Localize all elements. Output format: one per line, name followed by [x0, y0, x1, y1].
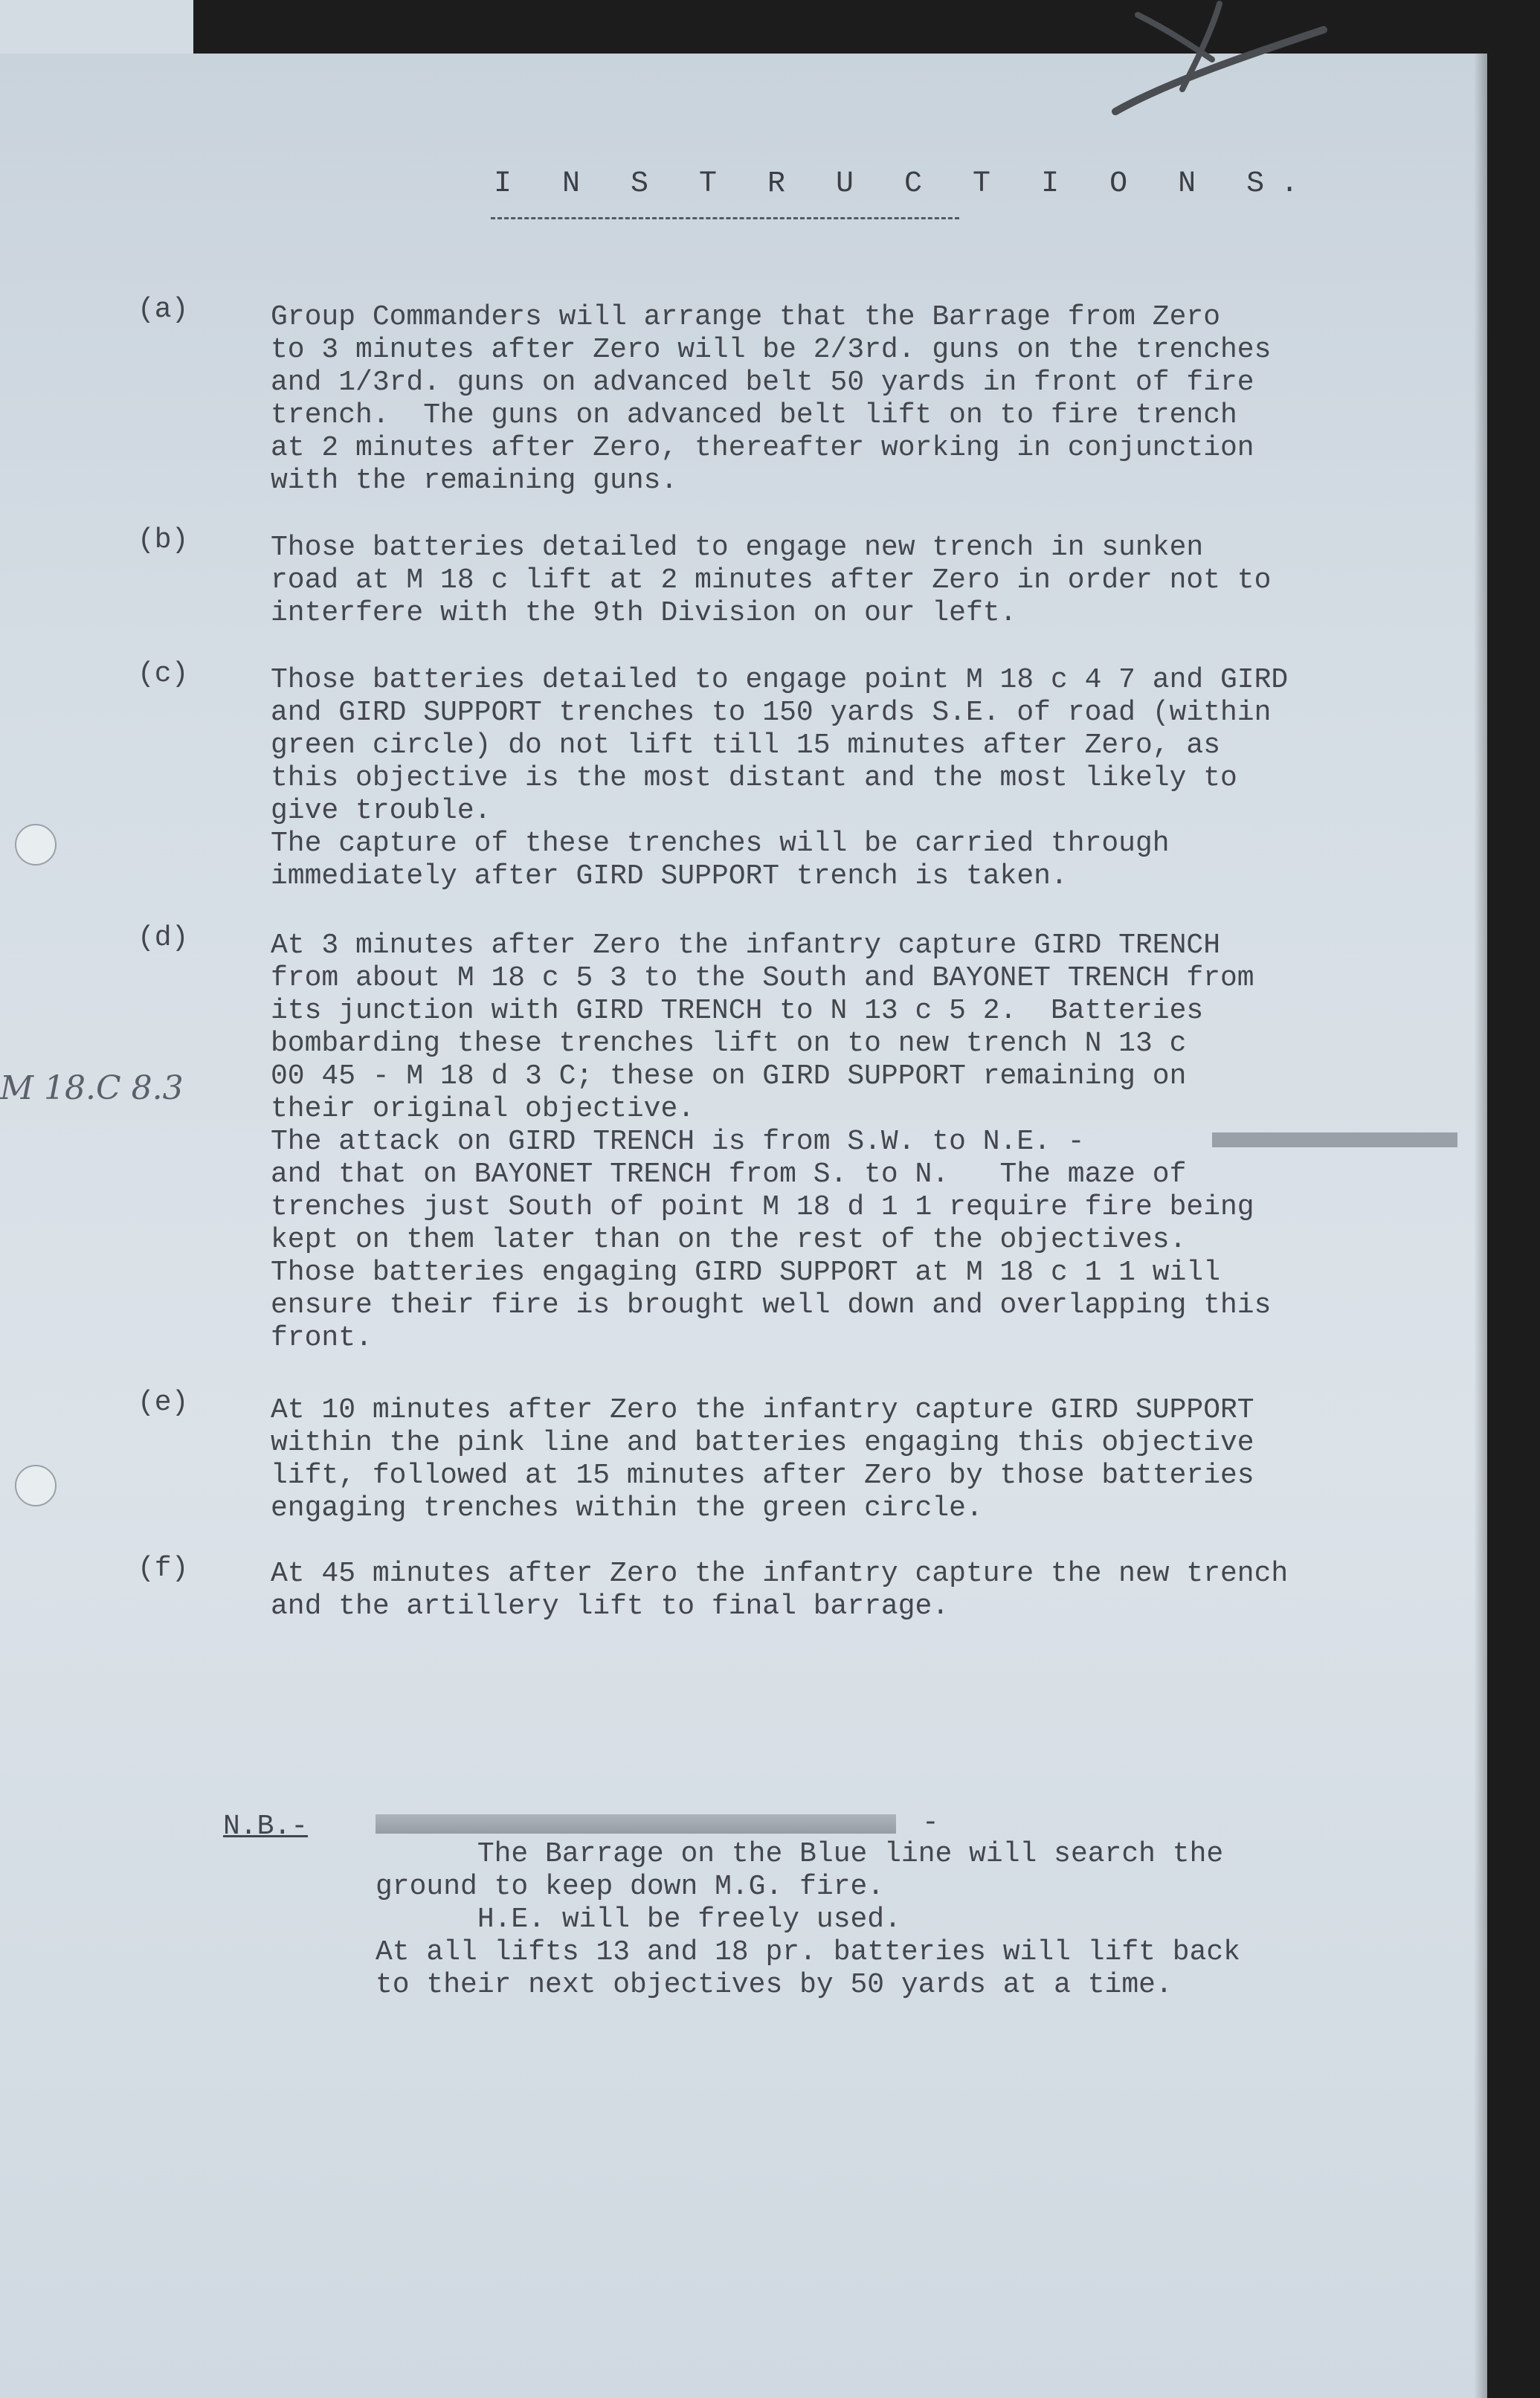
punch-hole [15, 1465, 57, 1506]
paragraph-a: Group Commanders will arrange that the Barrage from Zero to 3 minutes after Zero will be 2/3rd. guns on the trenches and 1/3rd. guns on advanced belt 50 yards in front of fire trench. The guns on advanced belt lift on to fire trench at 2 minutes after Zero, thereafter working in conjunction with the remaining guns. [271, 301, 1272, 497]
paragraph-label-b: (b) [138, 524, 189, 556]
punch-hole [15, 824, 57, 866]
paragraph-d: At 3 minutes after Zero the infantry capture GIRD TRENCH from about M 18 c 5 3 to the South and BAYONET TRENCH from its junction with GIRD TRENCH to N 13 c 5 2. Batteries bombarding these trenches lift on to new trench N 13 c 00 45 - M 18 d 3 C; these on GIRD SUPPORT remaining on their original objective. The attack on GIRD TRENCH is from S.W. to N.E. - and that on BAYONET TRENCH from S. to N. The maze of trenches just South of point M 18 d 1 1 require fire being kept on them later than on the rest of the objectives. Those batteries engaging GIRD SUPPORT at M 18 c 1 1 will ensure their fire is brought well down and overlapping this front. [271, 929, 1272, 1354]
paragraph-f: At 45 minutes after Zero the infantry capture the new trench and the artillery lift to final barrage. [271, 1558, 1289, 1622]
handwritten-mark-icon [1108, 0, 1331, 126]
page-edge-shadow [1474, 54, 1487, 2398]
paragraph-b: Those batteries detailed to engage new trench in sunken road at M 18 c lift at 2 minutes after Zero in order not to interfere with the 9th Division on our left. [271, 532, 1272, 629]
page-corner [0, 0, 193, 54]
title-underline [491, 217, 959, 219]
nb-text: The Barrage on the Blue line will search the ground to keep down M.G. fire. H.E. will be freely used. At all lifts 13 and 18 pr. batteries will lift back to their next objectives by 50 yards at a time. [376, 1838, 1240, 2001]
paragraph-label-f: (f) [138, 1553, 189, 1585]
paragraph-label-d: (d) [138, 922, 189, 954]
paragraph-label-a: (a) [138, 294, 189, 326]
paragraph-label-c: (c) [138, 658, 189, 690]
paragraph-label-e: (e) [138, 1387, 189, 1419]
strikethrough-mark [1212, 1132, 1457, 1147]
paragraph-c: Those batteries detailed to engage point M 18 c 4 7 and GIRD and GIRD SUPPORT trenches to 150 yards S.E. of road (within green circle) do not lift till 15 minutes after Zero, as this objective is the most distant and the most likely to give trouble. The capture of these trenches will be carried through immediately after GIRD SUPPORT trench is taken. [271, 664, 1289, 892]
struck-out-heading [376, 1814, 896, 1834]
nb-label: N.B.- [223, 1811, 309, 1843]
page-title: I N S T R U C T I O N S. [494, 167, 1315, 201]
nb-dash: - [922, 1807, 939, 1839]
handwritten-margin-note: M 18.C 8.3 [0, 1069, 184, 1107]
paragraph-e: At 10 minutes after Zero the infantry capture GIRD SUPPORT within the pink line and batteries engaging this objective lift, followed at 15 minutes after Zero by those batteries engaging trenches within the green circle. [271, 1394, 1254, 1524]
